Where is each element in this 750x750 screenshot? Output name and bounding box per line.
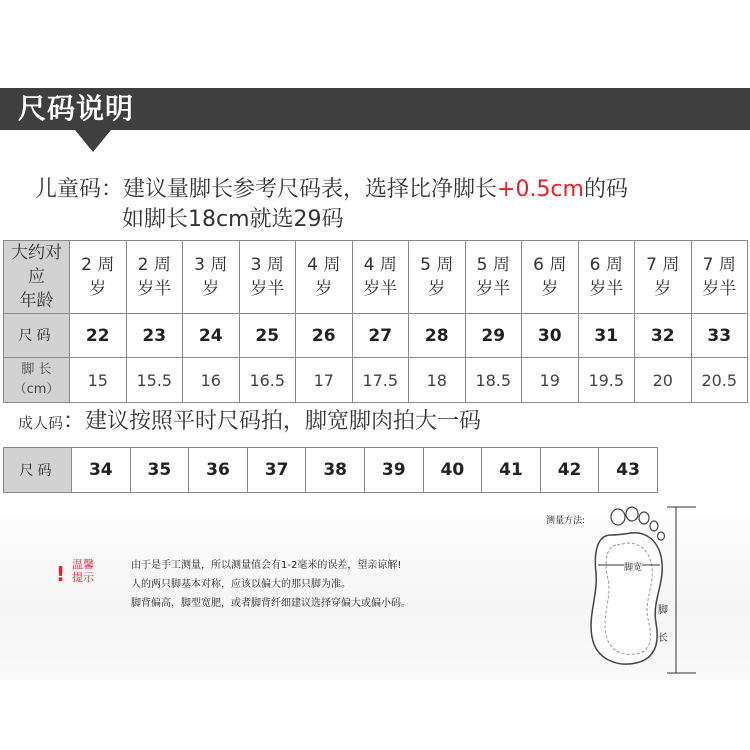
size-cell: 38 <box>306 448 365 493</box>
age-header-cell <box>4 241 70 314</box>
size-cell: 43 <box>599 448 658 493</box>
size-cell: 41 <box>482 448 541 493</box>
length-cell: 16 <box>183 358 240 403</box>
length-cell: 19.5 <box>578 358 635 403</box>
age-header-line1: 大约对应 <box>11 243 62 287</box>
age-header-line2: 年龄 <box>19 291 54 311</box>
age-line2: 岁半 <box>702 279 737 299</box>
size-cell: 30 <box>522 314 579 358</box>
size-header-cell: 尺码 <box>4 448 72 493</box>
age-line1: 7 周 <box>646 255 680 275</box>
age-line1: 4 周 <box>307 255 341 275</box>
length-header-cell <box>4 358 70 403</box>
age-cell <box>409 241 466 314</box>
size-header-cell: 尺码 <box>4 314 70 358</box>
age-line1: 6 周 <box>533 255 567 275</box>
size-cell: 32 <box>635 314 692 358</box>
table-row <box>4 358 748 403</box>
size-cell: 23 <box>126 314 183 358</box>
size-cell: 40 <box>423 448 482 493</box>
age-cell <box>635 241 692 314</box>
age-line1: 3 周 <box>250 255 284 275</box>
size-cell: 36 <box>189 448 248 493</box>
foot-method-label: 测量方法: <box>546 516 586 526</box>
length-header-line2: （cm） <box>13 382 60 397</box>
size-cell: 24 <box>183 314 240 358</box>
length-cell: 20.5 <box>691 358 748 403</box>
tips-label: 温馨提示 <box>72 558 94 584</box>
tips-line: 人的两只脚基本对称，应该以偏大的那只脚为准。 <box>131 579 351 590</box>
age-line1: 7 周 <box>702 255 736 275</box>
age-line1: 6 周 <box>589 255 623 275</box>
foot-diagram <box>536 505 712 675</box>
age-line1: 4 周 <box>363 255 397 275</box>
child-guidance-line1 <box>35 172 628 203</box>
table-row <box>4 448 658 493</box>
size-cell: 39 <box>364 448 423 493</box>
child-guidance-suffix: 的码 <box>583 177 628 202</box>
age-line1: 2 周 <box>137 255 171 275</box>
size-cell: 28 <box>409 314 466 358</box>
child-guidance-line2: 如脚长18cm就选29码 <box>122 207 344 232</box>
banner-title: 尺码说明 <box>18 92 135 125</box>
age-line2: 岁半 <box>250 279 285 299</box>
tips-line: 脚背偏高，脚型宽肥，或者脚背纤细建议选择穿偏大或偏小码。 <box>131 598 411 609</box>
length-cell: 16.5 <box>239 358 296 403</box>
size-cell: 34 <box>72 448 131 493</box>
age-line2: 岁半 <box>589 279 624 299</box>
tips-text <box>131 556 411 613</box>
age-line2: 岁半 <box>476 279 511 299</box>
length-cell: 19 <box>522 358 579 403</box>
age-line2: 岁 <box>654 279 672 299</box>
exclamation-icon: ! <box>56 562 66 586</box>
table-row <box>4 241 748 314</box>
adult-guidance-prefix: 成人码 <box>18 414 64 432</box>
adult-guidance <box>18 404 481 435</box>
length-cell: 15.5 <box>126 358 183 403</box>
foot-width-label: 脚宽 <box>624 560 642 573</box>
age-cell <box>296 241 353 314</box>
size-cell: 29 <box>465 314 522 358</box>
length-header-line1: 脚 长 <box>21 362 52 377</box>
kids-size-table <box>3 240 748 403</box>
age-line1: 2 周 <box>81 255 115 275</box>
table-row <box>4 314 748 358</box>
age-cell <box>70 241 127 314</box>
age-line2: 岁 <box>202 279 220 299</box>
section-banner <box>0 88 750 130</box>
size-cell: 22 <box>70 314 127 358</box>
size-cell: 26 <box>296 314 353 358</box>
size-cell: 27 <box>352 314 409 358</box>
length-cell: 18.5 <box>465 358 522 403</box>
length-cell: 18 <box>409 358 466 403</box>
age-line1: 5 周 <box>420 255 454 275</box>
foot-outline-icon <box>536 505 712 675</box>
length-cell: 17 <box>296 358 353 403</box>
age-line1: 5 周 <box>476 255 510 275</box>
age-cell <box>578 241 635 314</box>
size-cell: 37 <box>247 448 306 493</box>
tips-line: 由于是手工测量，所以测量值会有1-2毫米的误差，望亲谅解! <box>131 560 402 571</box>
age-line2: 岁半 <box>363 279 398 299</box>
child-guidance-highlight: +0.5cm <box>497 177 584 202</box>
adult-guidance-text: ：建议按照平时尺码拍，脚宽脚肉拍大一码 <box>63 409 482 434</box>
size-cell: 33 <box>691 314 748 358</box>
length-cell: 15 <box>70 358 127 403</box>
age-line1: 3 周 <box>194 255 228 275</box>
size-cell: 35 <box>130 448 189 493</box>
age-cell <box>183 241 240 314</box>
size-cell: 25 <box>239 314 296 358</box>
foot-length-label: 长 <box>658 633 668 644</box>
length-cell: 17.5 <box>352 358 409 403</box>
age-line2: 岁 <box>428 279 446 299</box>
age-line2: 岁 <box>89 279 107 299</box>
age-cell <box>126 241 183 314</box>
size-cell: 31 <box>578 314 635 358</box>
age-cell <box>522 241 579 314</box>
age-line2: 岁 <box>541 279 559 299</box>
age-cell <box>465 241 522 314</box>
age-cell <box>239 241 296 314</box>
foot-length-label: 脚 <box>658 605 668 616</box>
age-cell <box>352 241 409 314</box>
age-line2: 岁 <box>315 279 333 299</box>
age-line2: 岁半 <box>137 279 172 299</box>
age-cell <box>691 241 748 314</box>
banner-notch <box>75 130 111 152</box>
size-cell: 42 <box>540 448 599 493</box>
adult-size-table <box>3 447 658 493</box>
child-guidance-prefix: 儿童码：建议量脚长参考尺码表，选择比净脚长 <box>35 177 498 202</box>
length-cell: 20 <box>635 358 692 403</box>
